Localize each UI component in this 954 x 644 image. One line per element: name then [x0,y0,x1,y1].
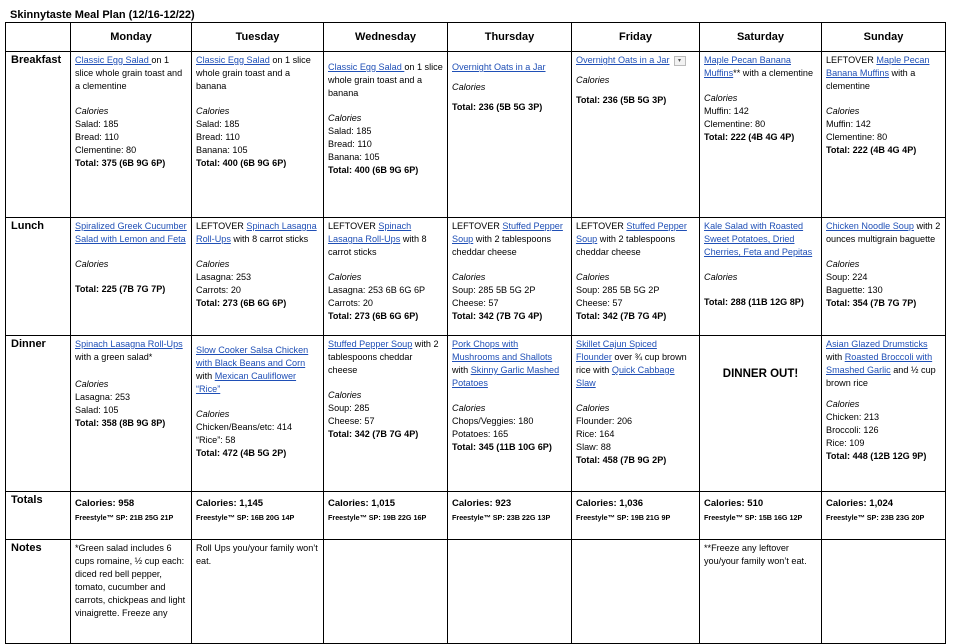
meal-description: Chicken Noodle Soup with 2 ounces multigrain baguette [826,221,941,244]
calorie-line: Lasagna: 253 [75,392,131,402]
row-label-breakfast: Breakfast [6,52,71,218]
daily-calories: Calories: 1,145 [196,498,264,509]
dinner-out-label: DINNER OUT! [722,368,799,380]
calorie-line: Salad: 105 [75,405,119,415]
notes-cell: Roll Ups you/your family won’t eat. [192,540,324,644]
calories-label: Calories [452,403,486,413]
calorie-line: Muffin: 142 [826,119,871,129]
calorie-line: Bread: 110 [196,132,240,142]
daily-smartpoints: Freestyle™ SP: 19B 22G 16P [328,513,427,522]
meal-description: Classic Egg Salad on 1 slice whole grain toast and a clementine [75,55,183,91]
recipe-link[interactable]: Spiralized Greek Cucumber Salad with Lemon and Feta [75,221,187,244]
meal-total: Total: 288 (11B 12G 8P) [704,297,804,307]
lunch-cell [71,218,192,336]
recipe-link[interactable]: Maple Pecan Banana Muffins [826,55,930,78]
day-header: Friday [572,23,700,52]
meal-total: Total: 400 (6B 9G 6P) [196,158,287,168]
recipe-link[interactable]: Overnight Oats in a Jar [576,55,670,65]
row-label-totals: Totals [6,492,71,540]
dinner-cell [448,336,572,492]
meal-total: Total: 354 (7B 7G 7P) [826,298,917,308]
calorie-line: Flounder: 206 [576,416,633,426]
recipe-link[interactable]: Classic Egg Salad [196,55,270,65]
meal-description: Pork Chops with Mushrooms and Shallots with Skinny Garlic Mashed Potatoes [452,339,560,388]
dropdown-icon[interactable]: ▾ [674,56,686,66]
recipe-link[interactable]: Maple Pecan Banana Muffins [704,55,791,78]
calories-label: Calories [75,379,109,389]
meal-description: LEFTOVER Spinach Lasagna Roll-Ups with 8 carrot sticks [328,221,427,257]
daily-calories: Calories: 958 [75,498,135,509]
recipe-link[interactable]: Skinny Garlic Mashed Potatoes [452,365,560,388]
calories-label: Calories [704,93,738,103]
meal-description: Classic Egg Salad on 1 slice whole grain toast and a banana [196,55,311,91]
recipe-link[interactable]: Asian Glazed Drumsticks [826,339,928,349]
meal-total: Total: 222 (4B 4G 4P) [704,132,795,142]
calorie-line: Lasagna: 253 6B 6G 6P [328,285,426,295]
daily-calories: Calories: 1,024 [826,498,894,509]
notes-cell [572,540,700,644]
meal-total: Total: 342 (7B 7G 4P) [576,311,667,321]
daily-calories: Calories: 1,015 [328,498,396,509]
lunch-cell [448,218,572,336]
calorie-line: Cheese: 57 [452,298,499,308]
calorie-line: Bread: 110 [75,132,119,142]
calorie-line: Carrots: 20 [196,285,241,295]
meal-description: LEFTOVER Stuffed Pepper Soup with 2 tablespoons cheddar cheese [452,221,563,257]
notes-cell: *Green salad includes 6 cups romaine, ½ cup each: diced red bell pepper, tomato, cucumber and carrots, chickpeas and light vinaigrette. Freeze any [71,540,192,644]
calorie-line: Chicken/Beans/etc: 414 [196,422,293,432]
meal-total: Total: 273 (6B 6G 6P) [328,311,419,321]
calorie-line: Muffin: 142 [704,106,749,116]
meal-description: Stuffed Pepper Soup with 2 tablespoons cheddar cheese [328,339,439,375]
calorie-line: Chops/Veggies: 180 [452,416,534,426]
calorie-line: Chicken: 213 [826,412,880,422]
calories-label: Calories [576,75,610,85]
corner-cell [6,23,71,52]
calorie-line: Soup: 285 [328,403,370,413]
daily-calories: Calories: 923 [452,498,512,509]
calorie-line: Broccoli: 126 [826,425,879,435]
totals-cell [700,492,822,540]
meal-total: Total: 342 (7B 7G 4P) [452,311,543,321]
recipe-link[interactable]: Chicken Noodle Soup [826,221,914,231]
meal-description [576,54,695,67]
lunch-cell [192,218,324,336]
calories-label: Calories [196,259,230,269]
notes-row [6,540,946,644]
day-header: Saturday [700,23,822,52]
meal-total: Total: 342 (7B 7G 4P) [328,429,419,439]
row-label-notes: Notes [6,540,71,644]
recipe-link[interactable]: Classic Egg Salad [328,62,405,72]
recipe-link[interactable]: Overnight Oats in a Jar [452,62,546,72]
calorie-line: Salad: 185 [196,119,240,129]
recipe-link[interactable]: Kale Salad with Roasted Sweet Potatoes, Dried Cherries, Feta and Pepitas [704,221,813,257]
calories-label: Calories [328,113,362,123]
recipe-link[interactable]: Spinach Lasagna Roll-Ups [75,339,183,349]
calories-label: Calories [704,272,738,282]
daily-smartpoints: Freestyle™ SP: 16B 20G 14P [196,513,295,522]
calorie-line: Baguette: 130 [826,285,883,295]
meal-description: Slow Cooker Salsa Chicken with Black Beans and Corn with Mexican Cauliflower “Rice” [196,345,309,394]
calories-label: Calories [826,106,860,116]
breakfast-cell [700,52,822,218]
day-header: Thursday [448,23,572,52]
meal-total: Total: 222 (4B 4G 4P) [826,145,917,155]
notes-cell: **Freeze any leftover you/your family won’t eat. [700,540,822,644]
calorie-line: Carrots: 20 [328,298,373,308]
calories-label: Calories [576,403,610,413]
recipe-link[interactable]: Spinach Lasagna Roll-Ups [328,221,412,244]
recipe-link[interactable]: Roasted Broccoli with Smashed Garlic [826,352,933,375]
meal-total: Total: 400 (6B 9G 6P) [328,165,419,175]
dinner-cell [572,336,700,492]
totals-cell [71,492,192,540]
calorie-line: “Rice”: 58 [196,435,236,445]
dinner-cell [822,336,946,492]
recipe-link[interactable]: Spinach Lasagna Roll-Ups [196,221,317,244]
meal-total: Total: 273 (6B 6G 6P) [196,298,287,308]
breakfast-cell [448,52,572,218]
calories-label: Calories [328,390,362,400]
meal-total: Total: 458 (7B 9G 2P) [576,455,667,465]
meal-total: Total: 236 (5B 5G 3P) [576,95,667,105]
page-title: Skinnytaste Meal Plan (12/16-12/22) [10,9,195,21]
recipe-link[interactable]: Stuffed Pepper Soup [452,221,563,244]
meal-total: Total: 358 (8B 9G 8P) [75,418,166,428]
recipe-link[interactable]: Pork Chops with Mushrooms and Shallots [452,339,553,362]
totals-row [6,492,946,540]
row-label-lunch: Lunch [6,218,71,336]
calorie-line: Clementine: 80 [704,119,766,129]
lunch-cell [572,218,700,336]
notes-cell [324,540,448,644]
daily-smartpoints: Freestyle™ SP: 15B 16G 12P [704,513,803,522]
daily-smartpoints: Freestyle™ SP: 19B 21G 9P [576,513,671,522]
meal-description: Skillet Cajun Spiced Flounder over ¾ cup brown rice with Quick Cabbage Slaw [576,339,687,388]
calories-label: Calories [328,272,362,282]
day-header: Monday [71,23,192,52]
lunch-cell [822,218,946,336]
calories-label: Calories [576,272,610,282]
breakfast-cell [192,52,324,218]
recipe-link[interactable]: Classic Egg Salad [75,55,152,65]
row-label-dinner: Dinner [6,336,71,492]
daily-smartpoints: Freestyle™ SP: 23B 22G 13P [452,513,551,522]
daily-calories: Calories: 1,036 [576,498,644,509]
notes-cell [822,540,946,644]
meal-description: Asian Glazed Drumsticks with Roasted Broccoli with Smashed Garlic and ½ cup brown rice [826,339,936,388]
calorie-line: Clementine: 80 [826,132,888,142]
daily-calories: Calories: 510 [704,498,764,509]
meal-description: LEFTOVER Stuffed Pepper Soup with 2 tablespoons cheddar cheese [576,221,687,257]
calorie-line: Salad: 185 [328,126,372,136]
calorie-line: Potatoes: 165 [452,429,509,439]
calories-label: Calories [196,409,230,419]
dinner-cell [324,336,448,492]
notes-cell [448,540,572,644]
recipe-link[interactable]: Mexican Cauliflower “Rice” [196,371,297,394]
calorie-line: Rice: 164 [576,429,615,439]
totals-cell [448,492,572,540]
lunch-cell [324,218,448,336]
meal-plan-table [5,22,946,644]
meal-description [452,61,567,74]
breakfast-cell [71,52,192,218]
meal-description: Spinach Lasagna Roll-Ups with a green salad* [75,339,183,362]
dinner-row [6,336,946,492]
calorie-line: Lasagna: 253 [196,272,252,282]
lunch-cell [700,218,822,336]
day-header: Sunday [822,23,946,52]
meal-total: Total: 375 (6B 9G 6P) [75,158,166,168]
meal-description: Maple Pecan Banana Muffins** with a clementine [704,55,814,78]
totals-cell [324,492,448,540]
recipe-link[interactable]: Stuffed Pepper Soup [576,221,687,244]
calorie-line: Soup: 224 [826,272,868,282]
meal-description [704,220,817,259]
calories-label: Calories [452,272,486,282]
calorie-line: Banana: 105 [328,152,380,162]
breakfast-row [6,52,946,218]
breakfast-cell [822,52,946,218]
meal-description: LEFTOVER Maple Pecan Banana Muffins with a clementine [826,55,930,91]
meal-total: Total: 448 (12B 12G 9P) [826,451,927,461]
meal-total: Total: 345 (11B 10G 6P) [452,442,552,452]
recipe-link[interactable]: Skillet Cajun Spiced Flounder [576,339,657,362]
header-row [6,23,946,52]
calorie-line: Rice: 109 [826,438,865,448]
meal-total: Total: 472 (4B 5G 2P) [196,448,287,458]
dinner-cell [71,336,192,492]
calorie-line: Banana: 105 [196,145,248,155]
totals-cell [572,492,700,540]
totals-cell [822,492,946,540]
totals-cell [192,492,324,540]
calorie-line: Soup: 285 5B 5G 2P [452,285,536,295]
day-header: Tuesday [192,23,324,52]
calories-label: Calories [196,106,230,116]
meal-description: LEFTOVER Spinach Lasagna Roll-Ups with 8 carrot sticks [196,221,317,244]
calories-label: Calories [452,82,486,92]
daily-smartpoints: Freestyle™ SP: 21B 25G 21P [75,513,174,522]
calorie-line: Cheese: 57 [576,298,623,308]
meal-total: Total: 236 (5B 5G 3P) [452,102,543,112]
calories-label: Calories [826,399,860,409]
calories-label: Calories [75,106,109,116]
calorie-line: Cheese: 57 [328,416,375,426]
calories-label: Calories [826,259,860,269]
day-header: Wednesday [324,23,448,52]
calorie-line: Soup: 285 5B 5G 2P [576,285,660,295]
dinner-cell [192,336,324,492]
calorie-line: Bread: 110 [328,139,372,149]
meal-description [75,220,187,246]
recipe-link[interactable]: Slow Cooker Salsa Chicken with Black Beans and Corn [196,345,309,368]
calorie-line: Salad: 185 [75,119,119,129]
lunch-row [6,218,946,336]
breakfast-cell [324,52,448,218]
calorie-line: Slaw: 88 [576,442,611,452]
recipe-link[interactable]: Quick Cabbage Slaw [576,365,675,388]
calorie-line: Clementine: 80 [75,145,137,155]
daily-smartpoints: Freestyle™ SP: 23B 23G 20P [826,513,925,522]
breakfast-cell [572,52,700,218]
meal-total: Total: 225 (7B 7G 7P) [75,284,166,294]
dinner-cell [700,336,822,492]
meal-description: Classic Egg Salad on 1 slice whole grain toast and a banana [328,62,443,98]
calories-label: Calories [75,259,109,269]
recipe-link[interactable]: Stuffed Pepper Soup [328,339,413,349]
